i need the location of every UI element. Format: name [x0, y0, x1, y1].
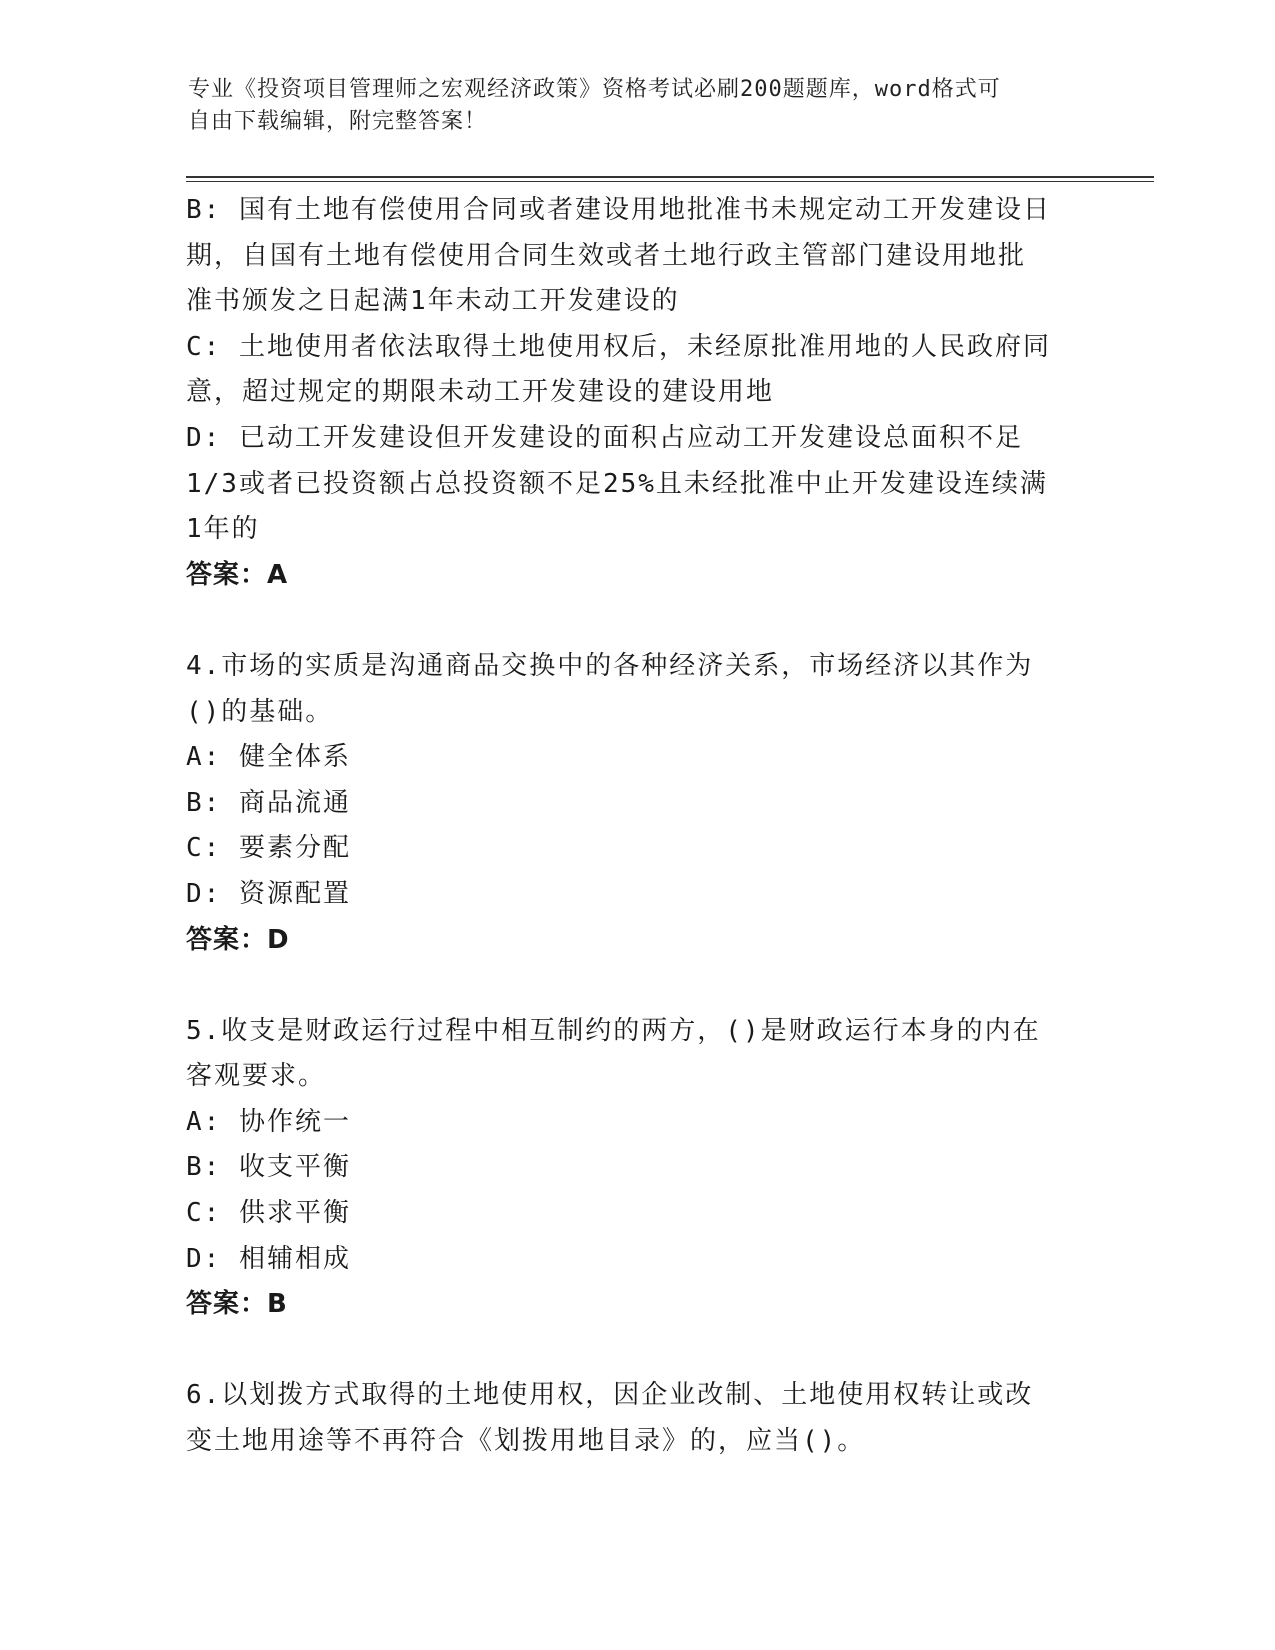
option-d: D: 相辅相成: [186, 1243, 351, 1274]
question-stem-line: 4.市场的实质是沟通商品交换中的各种经济关系，市场经济以其作为: [186, 650, 1034, 681]
option-d: D: 资源配置: [186, 878, 351, 909]
option-line: 期，自国有土地有偿使用合同生效或者土地行政主管部门建设用地批: [186, 240, 1027, 271]
question-6: [186, 1373, 1086, 1464]
option-line: C: 土地使用者依法取得土地使用权后，未经原批准用地的人民政府同: [186, 331, 1051, 362]
option-a: A: 健全体系: [186, 742, 351, 773]
question-stem-line: ()的基础。: [186, 696, 334, 727]
option-b: B: 商品流通: [186, 787, 351, 818]
option-line: 1年的: [186, 514, 260, 545]
option-c: [186, 325, 1086, 416]
header-divider-thin: [186, 181, 1154, 182]
answer-line: 答案：D: [186, 924, 290, 955]
question-spacer: [186, 1328, 1086, 1374]
answer-line: 答案：A: [186, 559, 289, 590]
answer-line: 答案：B: [186, 1289, 288, 1320]
question-stem-line: 5.收支是财政运行过程中相互制约的两方，()是财政运行本身的内在: [186, 1015, 1041, 1046]
document-header: [188, 74, 1088, 138]
question-stem-line: 6.以划拨方式取得的土地使用权，因企业改制、土地使用权转让或改: [186, 1380, 1034, 1411]
option-c: C: 供求平衡: [186, 1198, 351, 1229]
option-line: 1/3或者已投资额占总投资额不足25%且未经批准中止开发建设连续满: [186, 468, 1048, 499]
option-b: B: 收支平衡: [186, 1152, 351, 1183]
question-3-continued: [186, 188, 1086, 598]
option-a: A: 协作统一: [186, 1106, 351, 1137]
option-c: C: 要素分配: [186, 833, 351, 864]
option-line: 准书颁发之日起满1年未动工开发建设的: [186, 286, 680, 317]
question-4: [186, 644, 1086, 963]
header-line-2: 自由下载编辑，附完整答案！: [188, 109, 488, 134]
question-spacer: [186, 598, 1086, 644]
header-line-1: 专业《投资项目管理师之宏观经济政策》资格考试必刷200题题库，word格式可: [188, 77, 1001, 102]
question-spacer: [186, 963, 1086, 1009]
option-b: [186, 188, 1086, 325]
question-stem-line: 变土地用途等不再符合《划拨用地目录》的，应当()。: [186, 1426, 866, 1457]
question-5: [186, 1009, 1086, 1328]
option-line: D: 已动工开发建设但开发建设的面积占应动工开发建设总面积不足: [186, 422, 1023, 453]
document-body: [186, 188, 1086, 1465]
header-divider-thick: [186, 176, 1154, 178]
option-line: B: 国有土地有偿使用合同或者建设用地批准书未规定动工开发建设日: [186, 195, 1051, 225]
option-d: [186, 416, 1086, 553]
option-line: 意，超过规定的期限未动工开发建设的建设用地: [186, 377, 775, 408]
question-stem-line: 客观要求。: [186, 1061, 327, 1092]
